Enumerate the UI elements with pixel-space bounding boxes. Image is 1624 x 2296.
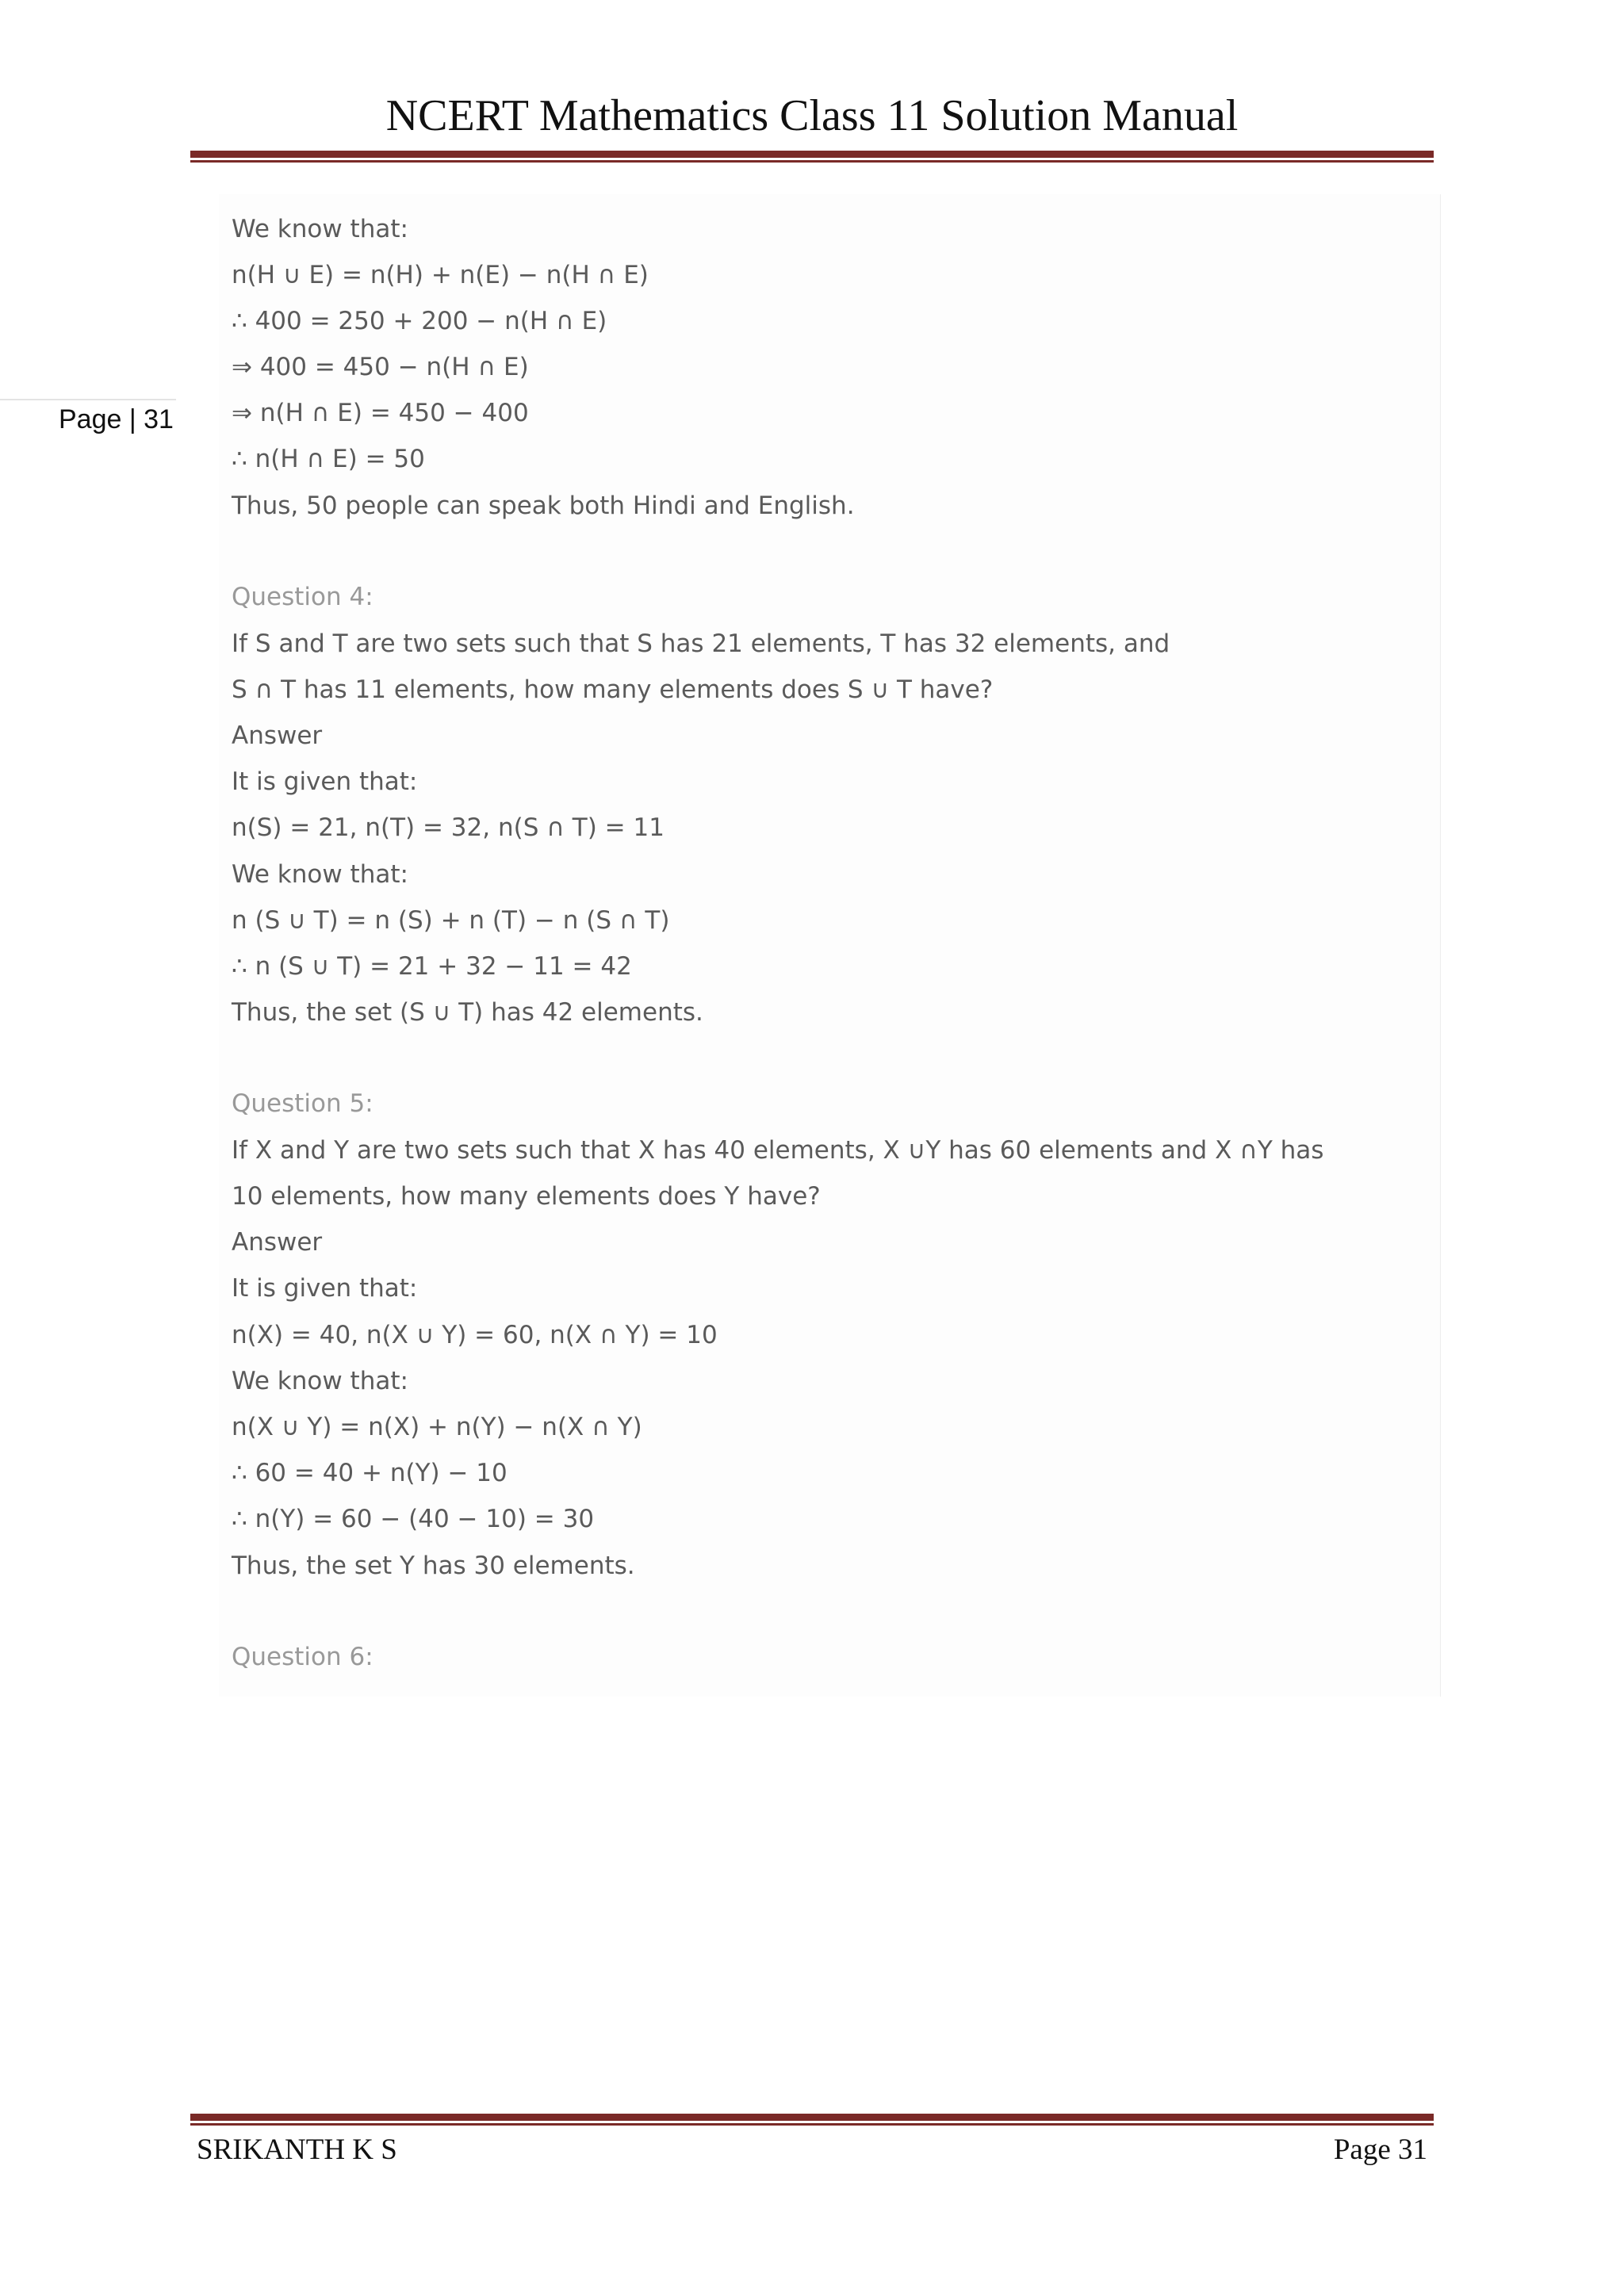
text-line: We know that: [232, 1367, 408, 1395]
math-line: n (S ∪ T) = n (S) + n (T) − n (S ∩ T) [232, 906, 670, 935]
math-line: ⇒ n(H ∩ E) = 450 − 400 [232, 399, 529, 427]
text-line: We know that: [232, 215, 408, 243]
math-line: n(S) = 21, n(T) = 32, n(S ∩ T) = 11 [232, 813, 665, 842]
margin-page-label: Page | 31 [59, 404, 174, 434]
answer-label: Answer [232, 721, 323, 750]
math-line: ∴ n(H ∩ E) = 50 [232, 445, 425, 473]
math-line: ∴ 400 = 250 + 200 − n(H ∩ E) [232, 307, 607, 335]
footer-rule-thick [190, 2114, 1434, 2121]
math-line: ∴ 60 = 40 + n(Y) − 10 [232, 1459, 508, 1487]
text-line: It is given that: [232, 767, 418, 796]
conclusion-line: Thus, 50 people can speak both Hindi and English. [232, 492, 855, 520]
header-rule-thick [190, 151, 1434, 158]
conclusion-line: Thus, the set Y has 30 elements. [232, 1552, 635, 1580]
math-line: n(X) = 40, n(X ∪ Y) = 60, n(X ∩ Y) = 10 [232, 1321, 718, 1349]
question-heading: Question 5: [232, 1089, 373, 1118]
question-text: 10 elements, how many elements does Y have? [232, 1182, 821, 1211]
conclusion-line: Thus, the set (S ∪ T) has 42 elements. [232, 998, 703, 1027]
page-header-title: NCERT Mathematics Class 11 Solution Manual [385, 91, 1239, 140]
math-line: ⇒ 400 = 450 − n(H ∩ E) [232, 353, 529, 381]
math-line: n(H ∪ E) = n(H) + n(E) − n(H ∩ E) [232, 261, 649, 289]
footer-rule-thin [190, 2123, 1434, 2126]
math-line: ∴ n (S ∪ T) = 21 + 32 − 11 = 42 [232, 952, 632, 981]
header-rule-thin [190, 160, 1434, 163]
question-text: If S and T are two sets such that S has 21 elements, T has 32 elements, and [232, 629, 1170, 658]
footer-page-number: Page 31 [1333, 2133, 1427, 2166]
math-line: ∴ n(Y) = 60 − (40 − 10) = 30 [232, 1505, 595, 1533]
math-line: n(X ∪ Y) = n(X) + n(Y) − n(X ∩ Y) [232, 1413, 642, 1441]
question-text: S ∩ T has 11 elements, how many elements does S ∪ T have? [232, 675, 994, 704]
margin-divider [0, 399, 176, 400]
question-heading: Question 4: [232, 583, 373, 611]
text-line: It is given that: [232, 1274, 418, 1303]
question-text: If X and Y are two sets such that X has 40 elements, X ∪Y has 60 elements and X ∩Y has [232, 1136, 1324, 1165]
footer-author: SRIKANTH K S [197, 2133, 397, 2166]
answer-label: Answer [232, 1228, 323, 1257]
question-heading: Question 6: [232, 1643, 373, 1671]
text-line: We know that: [232, 860, 408, 889]
